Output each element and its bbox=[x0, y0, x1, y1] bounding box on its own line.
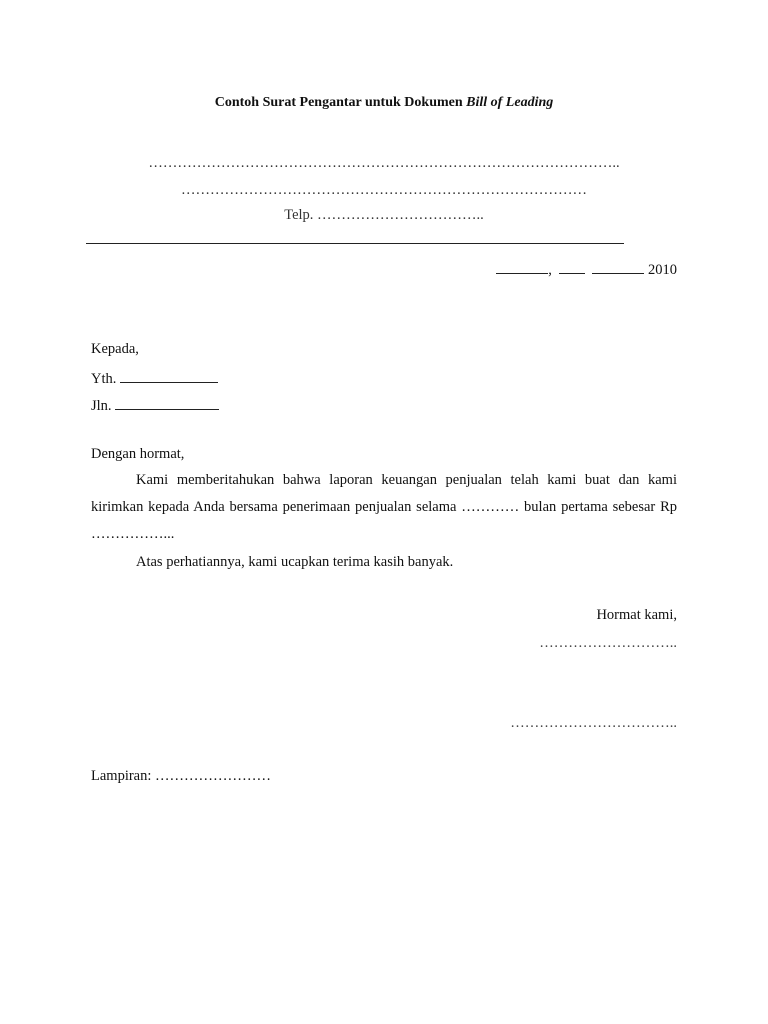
yth-label: Yth. bbox=[91, 371, 117, 387]
title-text: Contoh Surat Pengantar untuk Dokumen bbox=[214, 95, 467, 110]
signature-dots-1: ……………………….. bbox=[539, 635, 677, 651]
date-line bbox=[496, 259, 677, 279]
date-month-blank bbox=[559, 259, 585, 274]
yth-blank bbox=[120, 368, 218, 383]
yth-line bbox=[91, 368, 218, 388]
date-year: 2010 bbox=[648, 262, 677, 278]
salutation: Dengan hormat, bbox=[91, 446, 185, 462]
letterhead-divider bbox=[86, 243, 624, 244]
telephone-line: Telp. …………………………….. bbox=[284, 207, 484, 223]
hormat-kami: Hormat kami, bbox=[596, 607, 677, 623]
jln-line bbox=[91, 395, 219, 415]
lampiran-line: Lampiran: …………………… bbox=[91, 768, 272, 784]
jln-blank bbox=[115, 395, 219, 410]
header-dotted-line-1: …………………………………………………………………………………….. bbox=[148, 155, 620, 171]
jln-label: Jln. bbox=[91, 398, 112, 414]
kepada-label: Kepada, bbox=[91, 341, 139, 357]
signature-dots-2: …………………………….. bbox=[510, 715, 677, 731]
date-day-blank bbox=[496, 259, 548, 274]
closing-paragraph: Atas perhatiannya, kami ucapkan terima kasih banyak. bbox=[136, 554, 454, 570]
title-italic-text: Bill of Leading bbox=[466, 95, 554, 110]
document-title bbox=[0, 94, 768, 112]
date-month-name-blank bbox=[592, 259, 644, 274]
date-separator: , bbox=[548, 262, 552, 278]
body-paragraph: Kami memberitahukan bahwa laporan keuangan penjualan telah kami buat dan kami kirimkan kepada Anda bersama penerimaan penjualan selama ………… bulan pertama sebesar Rp ……………... bbox=[91, 472, 677, 542]
header-dotted-line-2: ………………………………………………………………………… bbox=[181, 182, 587, 198]
